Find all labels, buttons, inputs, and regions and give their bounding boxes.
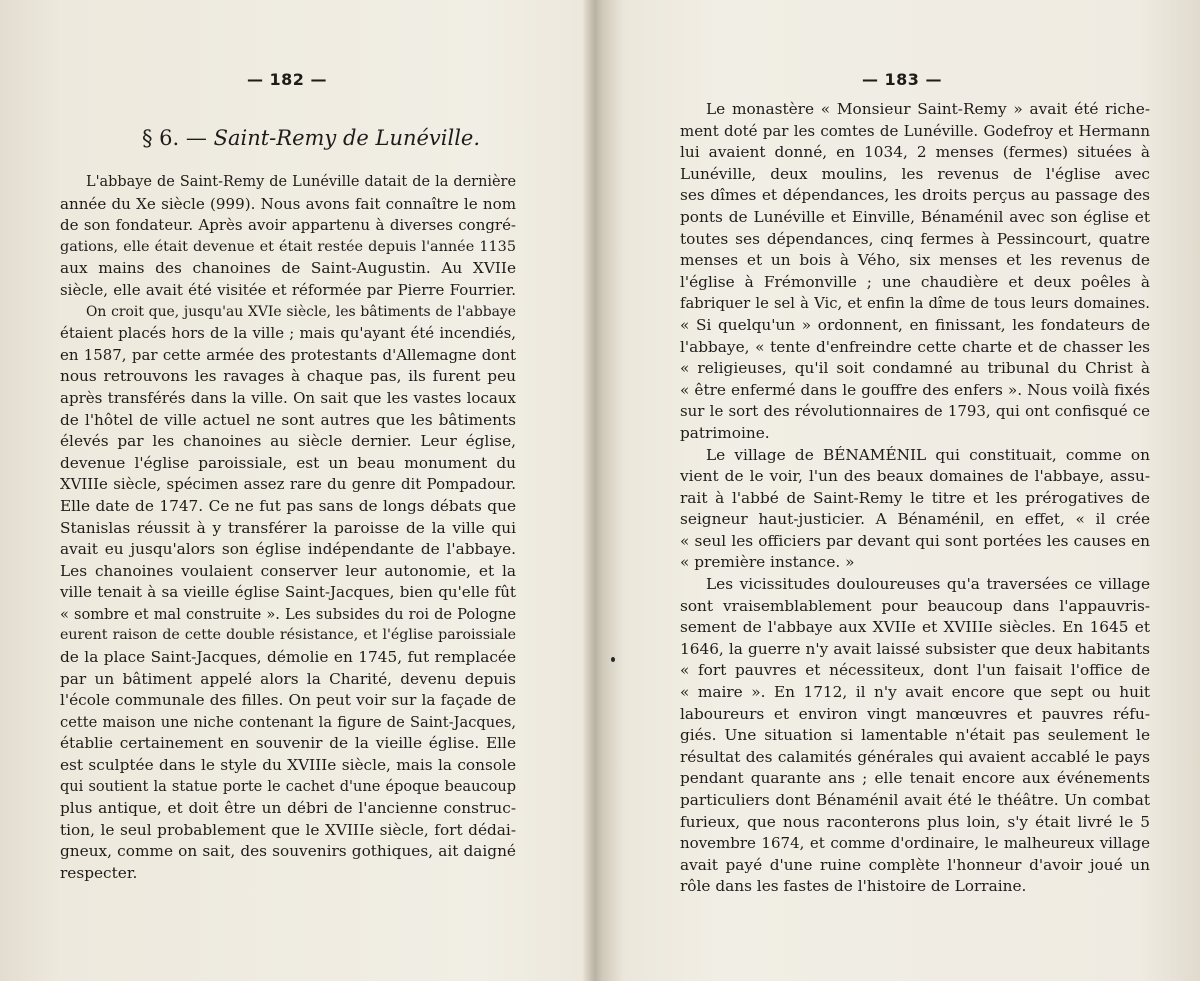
text-line: menses et un bois à Vého, six menses et les revenus de [680,251,1150,270]
text-line: « être enfermé dans le gouffre des enfers ». Nous voilà fixés [680,380,1150,399]
text-line: giés. Une situation si lamentable n'était pas seulement le [680,726,1150,745]
page-number: — 182 — [246,70,328,89]
text-line: particuliers dont Bénaménil avait été le théâtre. Un combat [680,791,1150,809]
text-line: « religieuses, qu'il soit condamné au tribunal du Christ à [680,359,1150,378]
text-line: Les vicissitudes douloureuses qu'a traversées ce village [706,575,1150,594]
text-line: siècle, elle avait été visitée et réformée par Pierre Fourrier. [60,280,516,299]
text-line: Le monastère « Monsieur Saint-Remy » avait été riche- [706,100,1150,118]
text-line: en 1587, par cette armée des protestants d'Allemagne dont [60,345,516,364]
text-line: ment doté par les comtes de Lunéville. Godefroy et Hermann [680,121,1150,140]
text-line: Elle date de 1747. Ce ne fut pas sans de longs débats que [60,496,516,515]
text-line: On croit que, jusqu'au XVIe siècle, les bâtiments de l'abbaye [86,303,516,320]
text-line: l'église à Frémonville ; une chaudière et deux poêles à [680,272,1150,291]
text-line: étaient placés hors de la ville ; mais qu'ayant été incendiés, [60,324,516,343]
body-text [680,99,1150,898]
text-line: eurent raison de cette double résistance, et l'église paroissiale [60,627,516,644]
text-line: rôle dans les fastes de l'histoire de Lorraine. [680,877,1027,896]
text-line: 1646, la guerre n'y avait laissé subsister que deux habitants [680,639,1150,658]
text-line: plus antique, et doit être un débri de l'ancienne construc- [60,799,516,818]
text-line: fabriquer le sel à Vic, et enfin la dîme de tous leurs domaines. [680,295,1150,313]
text-line: élevés par les chanoines au siècle dernier. Leur église, [60,432,516,451]
ink-spot [611,657,615,662]
text-line: respecter. [60,864,138,882]
text-line: « Si quelqu'un » ordonnent, en finissant, les fondateurs de [680,315,1150,334]
right-page [596,0,1200,981]
section-number: § 6. — [142,126,207,150]
text-line: novembre 1674, et comme d'ordinaire, le malheureux village [680,834,1150,853]
text-line: seigneur haut-justicier. A Bénaménil, en effet, « il crée [680,510,1150,529]
text-line: « première instance. » [680,553,855,572]
text-line: lui avaient donné, en 1034, 2 menses (fermes) situées à [680,143,1150,162]
text-line: Le village de BÉNAMÉNIL qui constituait, comme on [706,445,1150,464]
text-line: sont vraisemblablement pour beaucoup dans l'appauvris- [680,596,1150,615]
text-line: avait payé d'une ruine complète l'honneur d'avoir joué un [680,855,1150,874]
text-line: de la place Saint-Jacques, démolie en 1745, fut remplacée [60,648,516,667]
text-line: est sculptée dans le style du XVIIIe siècle, mais la console [60,756,516,775]
text-line: pendant quarante ans ; elle tenait encore aux événements [680,769,1150,788]
text-line: sur le sort des révolutionnaires de 1793, qui ont confisqué ce [680,402,1150,421]
text-line: nous retrouvons les ravages à chaque pas, ils furent peu [60,367,516,386]
text-line: rait à l'abbé de Saint-Remy le titre et les prérogatives de [680,488,1150,507]
text-line: résultat des calamités générales qui avaient accablé le pays [680,747,1150,766]
section-heading [142,126,480,150]
text-line: l'abbaye, « tente d'enfreindre cette charte et de chasser les [680,337,1150,356]
text-line: furieux, que nous raconterons plus loin, s'y était livré le 5 [680,812,1150,831]
text-line: après transférés dans la ville. On sait que les vastes locaux [60,388,516,407]
text-line: établie certainement en souvenir de la vieille église. Elle [60,734,516,753]
body-text [60,172,516,885]
text-line: de l'hôtel de ville actuel ne sont autres que les bâtiments [60,410,516,429]
text-line: qui soutient la statue porte le cachet d'une époque beaucoup [60,778,516,795]
section-title: Saint-Remy de Lunéville. [213,126,481,150]
text-line: « sombre et mal construite ». Les subsides du roi de Pologne [60,605,516,623]
text-line: ponts de Lunéville et Einville, Bénaménil avec son église et [680,207,1150,226]
text-line: devenue l'église paroissiale, est un beau monument du [60,453,516,472]
text-line: ses dîmes et dépendances, les droits perçus au passage des [680,186,1150,205]
text-line: vient de le voir, l'un des beaux domaines de l'abbaye, assu- [680,467,1150,486]
text-line: toutes ses dépendances, cinq fermes à Pessincourt, quatre [680,229,1150,248]
text-line: L'abbaye de Saint-Remy de Lunéville datait de la dernière [86,174,516,190]
text-line: avait eu jusqu'alors son église indépendante de l'abbaye. [60,540,516,559]
text-line: laboureurs et environ vingt manœuvres et pauvres réfu- [680,704,1150,723]
left-page [0,0,590,981]
text-line: Lunéville, deux moulins, les revenus de l'église avec [680,164,1150,183]
text-line: année du Xe siècle (999). Nous avons fait connaître le nom [60,194,516,213]
text-line: l'école communale des filles. On peut voir sur la façade de [60,691,516,710]
text-line: gations, elle était devenue et était restée depuis l'année 1135 [60,238,516,255]
text-line: Les chanoines voulaient conserver leur autonomie, et la [60,561,516,580]
text-line: « fort pauvres et nécessiteux, dont l'un faisait l'office de [680,661,1150,680]
text-line: « seul les officiers par devant qui sont portées les causes en [680,531,1150,550]
text-line: gneux, comme on sait, des souvenirs gothiques, ait daigné [60,842,516,861]
text-line: sement de l'abbaye aux XVIIe et XVIIIe siècles. En 1645 et [680,618,1150,637]
text-line: ville tenait à sa vieille église Saint-Jacques, bien qu'elle fût [60,583,516,602]
text-line: de son fondateur. Après avoir appartenu à diverses congré- [60,216,516,235]
text-line: patrimoine. [680,423,770,442]
text-line: aux mains des chanoines de Saint-Augustin. Au XVIIe [60,259,516,278]
text-line: Stanislas réussit à y transférer la paroisse de la ville qui [60,518,516,537]
page-number: — 183 — [861,70,943,89]
text-line: tion, le seul probablement que le XVIIIe siècle, fort dédai- [60,820,516,839]
text-line: « maire ». En 1712, il n'y avait encore que sept ou huit [680,683,1150,702]
text-line: cette maison une niche contenant la figure de Saint-Jacques, [60,713,516,731]
text-line: par un bâtiment appelé alors la Charité, devenu depuis [60,669,516,688]
text-line: XVIIIe siècle, spécimen assez rare du genre dit Pompadour. [60,475,516,494]
